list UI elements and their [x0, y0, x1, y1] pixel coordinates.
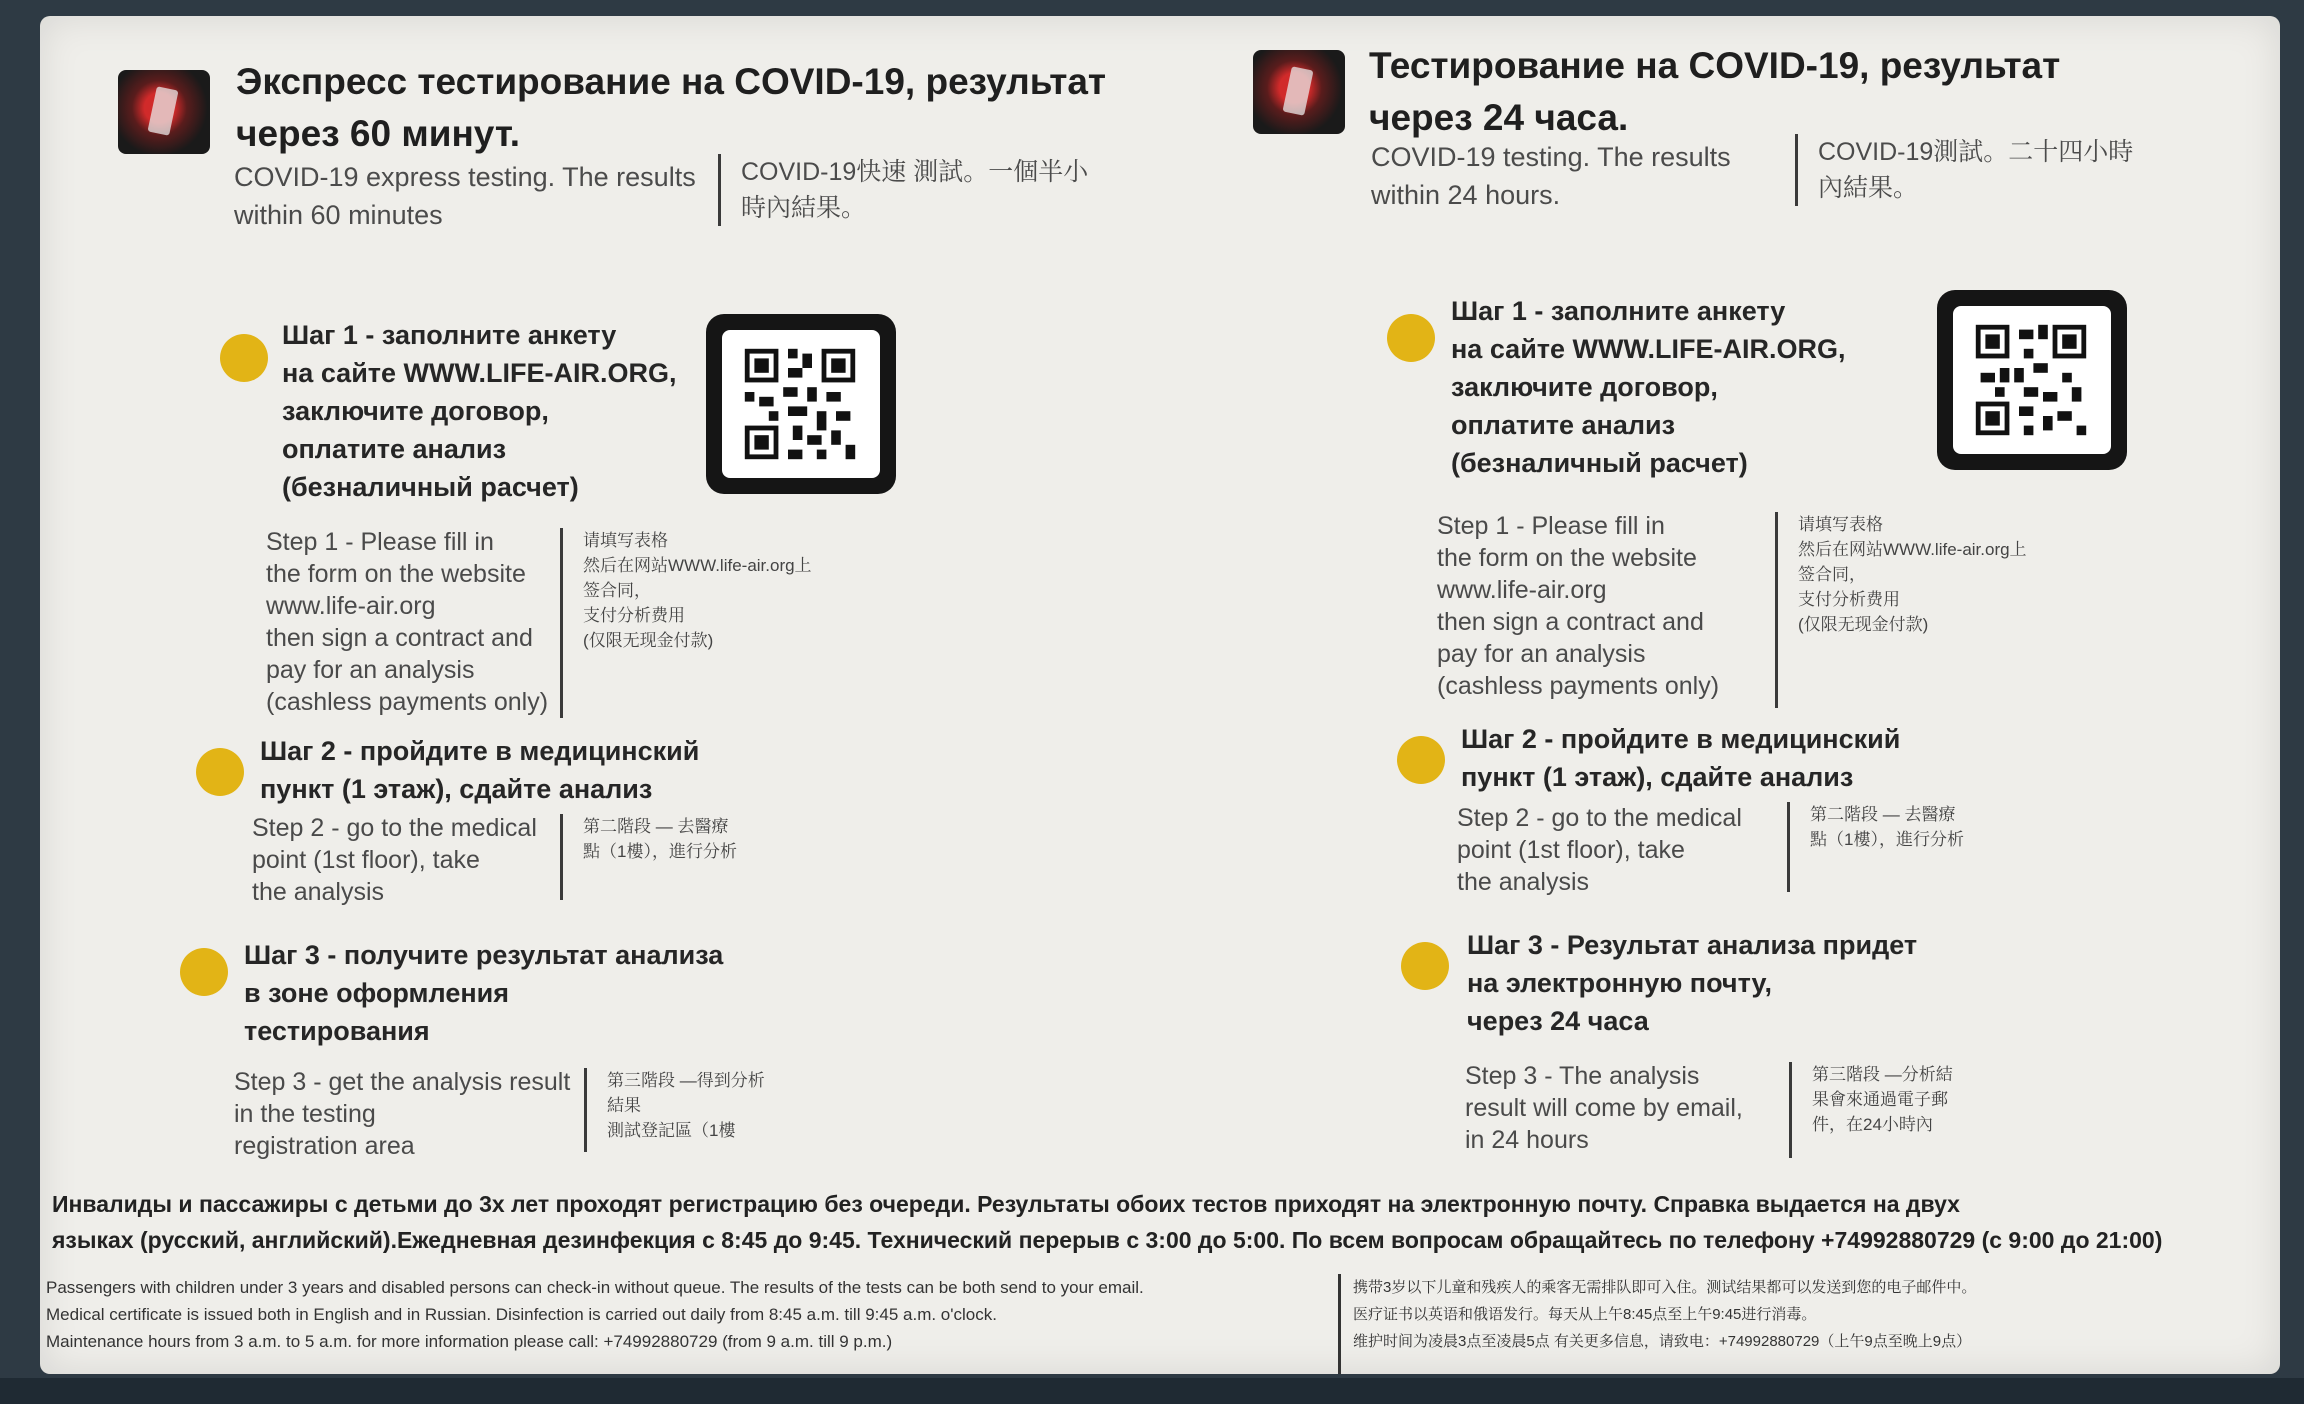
qr-code-icon[interactable] [706, 314, 896, 494]
standard-test-subtitle-zh: COVID-19測試。二十四小時 內結果。 [1795, 134, 2133, 206]
clinic-logo-icon [1253, 50, 1345, 134]
footer-notice-ru: Инвалиды и пассажиры с детьми до 3х лет проходят регистрацию без очереди. Результаты обоих тестов приходят на электронную почту. Справка выдается на двух языках (русский, английский).Ежедневная дезинфекция с 8:45 до 9:45. Технический перерыв с 3:00 до 5:00. По всем вопросам обращайтесь по телефону +74992880729 (с 9:00 до 21:00) [52, 1191, 2163, 1253]
express-test-column [40, 16, 1150, 1176]
step-bullet-icon [1397, 736, 1445, 784]
step-2-text-en: Step 2 - go to the medical point (1st floor), take the analysis [1457, 804, 1742, 896]
standard-test-title: Тестирование на COVID-19, результат через 24 часа. [1369, 45, 2061, 138]
express-test-subtitle-en: COVID-19 express testing. The results within 60 minutes [234, 162, 696, 230]
step-2-text-en: Step 2 - go to the medical point (1st floor), take the analysis [252, 814, 537, 906]
step-3-text-zh: 第三階段 —分析結 果會來通過電子郵 件，在24小時內 [1789, 1062, 1953, 1158]
step-1-text-en: Step 1 - Please fill in the form on the website www.life-air.org then sign a contract and pay for an analysis (cashless payments only) [266, 528, 549, 716]
express-test-title: Экспресс тестирование на COVID-19, результат через 60 минут. [236, 61, 1107, 154]
step-3-text-en: Step 3 - get the analysis result in the testing registration area [234, 1068, 571, 1160]
step-3-text-zh: 第三階段 —得到分析 結果 測試登記區（1樓 [584, 1068, 765, 1152]
step-1-text-zh: 请填写表格 然后在网站WWW.life-air.org上 签合同， 支付分析费用 (仅限无现金付款) [560, 528, 812, 718]
footer-notice-zh: 携带3岁以下儿童和残疾人的乘客无需排队即可入住。测试结果都可以发送到您的电子邮件中。 医疗证书以英语和俄语发行。每天从上午8:45点至上午9:45进行消毒。 维护时间为凌晨3点至凌晨5点 有关更多信息，请致电：+74992880729（上午9点至晚上9点） [1338, 1274, 2053, 1374]
step-3-title: Шаг 3 - Результат анализа придет на электронную почту, через 24 часа [1467, 930, 1918, 1036]
step-3-text-en: Step 3 - The analysis result will come by email, in 24 hours [1465, 1062, 1743, 1154]
step-bullet-icon [1387, 314, 1435, 362]
board-frame-edge [0, 1378, 2304, 1404]
step-2-text-zh: 第二階段 — 去醫療 點（1樓），進行分析 [560, 814, 737, 900]
step-bullet-icon [1401, 942, 1449, 990]
clinic-logo-icon [118, 70, 210, 154]
standard-test-subtitle-en: COVID-19 testing. The results within 24 hours. [1371, 142, 1731, 210]
qr-code-icon[interactable] [1937, 290, 2127, 470]
footer-notice-en: Passengers with children under 3 years and disabled persons can check-in without queue. The results of the tests can be both send to your email. Medical certificate is issued both in English and in Russian. Disinfection is carried out daily from 8:45 a.m. till 9:45 a.m. o'clock. Maintenance hours from 3 a.m. to 5 a.m. for more information please call: +74992880729 (from 9 a.m. till 9 p.m.) [46, 1278, 1144, 1351]
step-1-title: Шаг 1 - заполните анкету на сайте WWW.LIFE-AIR.ORG, заключите договор, оплатите анализ (безналичный расчет) [282, 320, 677, 502]
standard-test-column [1175, 16, 2285, 1176]
step-bullet-icon [180, 948, 228, 996]
step-bullet-icon [220, 334, 268, 382]
step-2-title: Шаг 2 - пройдите в медицинский пункт (1 этаж), сдайте анализ [1461, 724, 1901, 792]
step-3-title: Шаг 3 - получите результат анализа в зоне оформления тестирования [244, 940, 724, 1046]
step-1-text-en: Step 1 - Please fill in the form on the website www.life-air.org then sign a contract and pay for an analysis (cashless payments only) [1437, 512, 1720, 700]
express-test-subtitle-zh: COVID-19快速 測試。一個半小 時內結果。 [718, 154, 1088, 226]
step-2-title: Шаг 2 - пройдите в медицинский пункт (1 этаж), сдайте анализ [260, 736, 700, 804]
step-1-title: Шаг 1 - заполните анкету на сайте WWW.LIFE-AIR.ORG, заключите договор, оплатите анализ (безналичный расчет) [1451, 296, 1846, 478]
info-board [40, 16, 2280, 1374]
step-bullet-icon [196, 748, 244, 796]
step-1-text-zh: 请填写表格 然后在网站WWW.life-air.org上 签合同， 支付分析费用 (仅限无现金付款) [1775, 512, 2027, 708]
step-2-text-zh: 第二階段 — 去醫療 點（1樓），進行分析 [1787, 802, 1964, 892]
